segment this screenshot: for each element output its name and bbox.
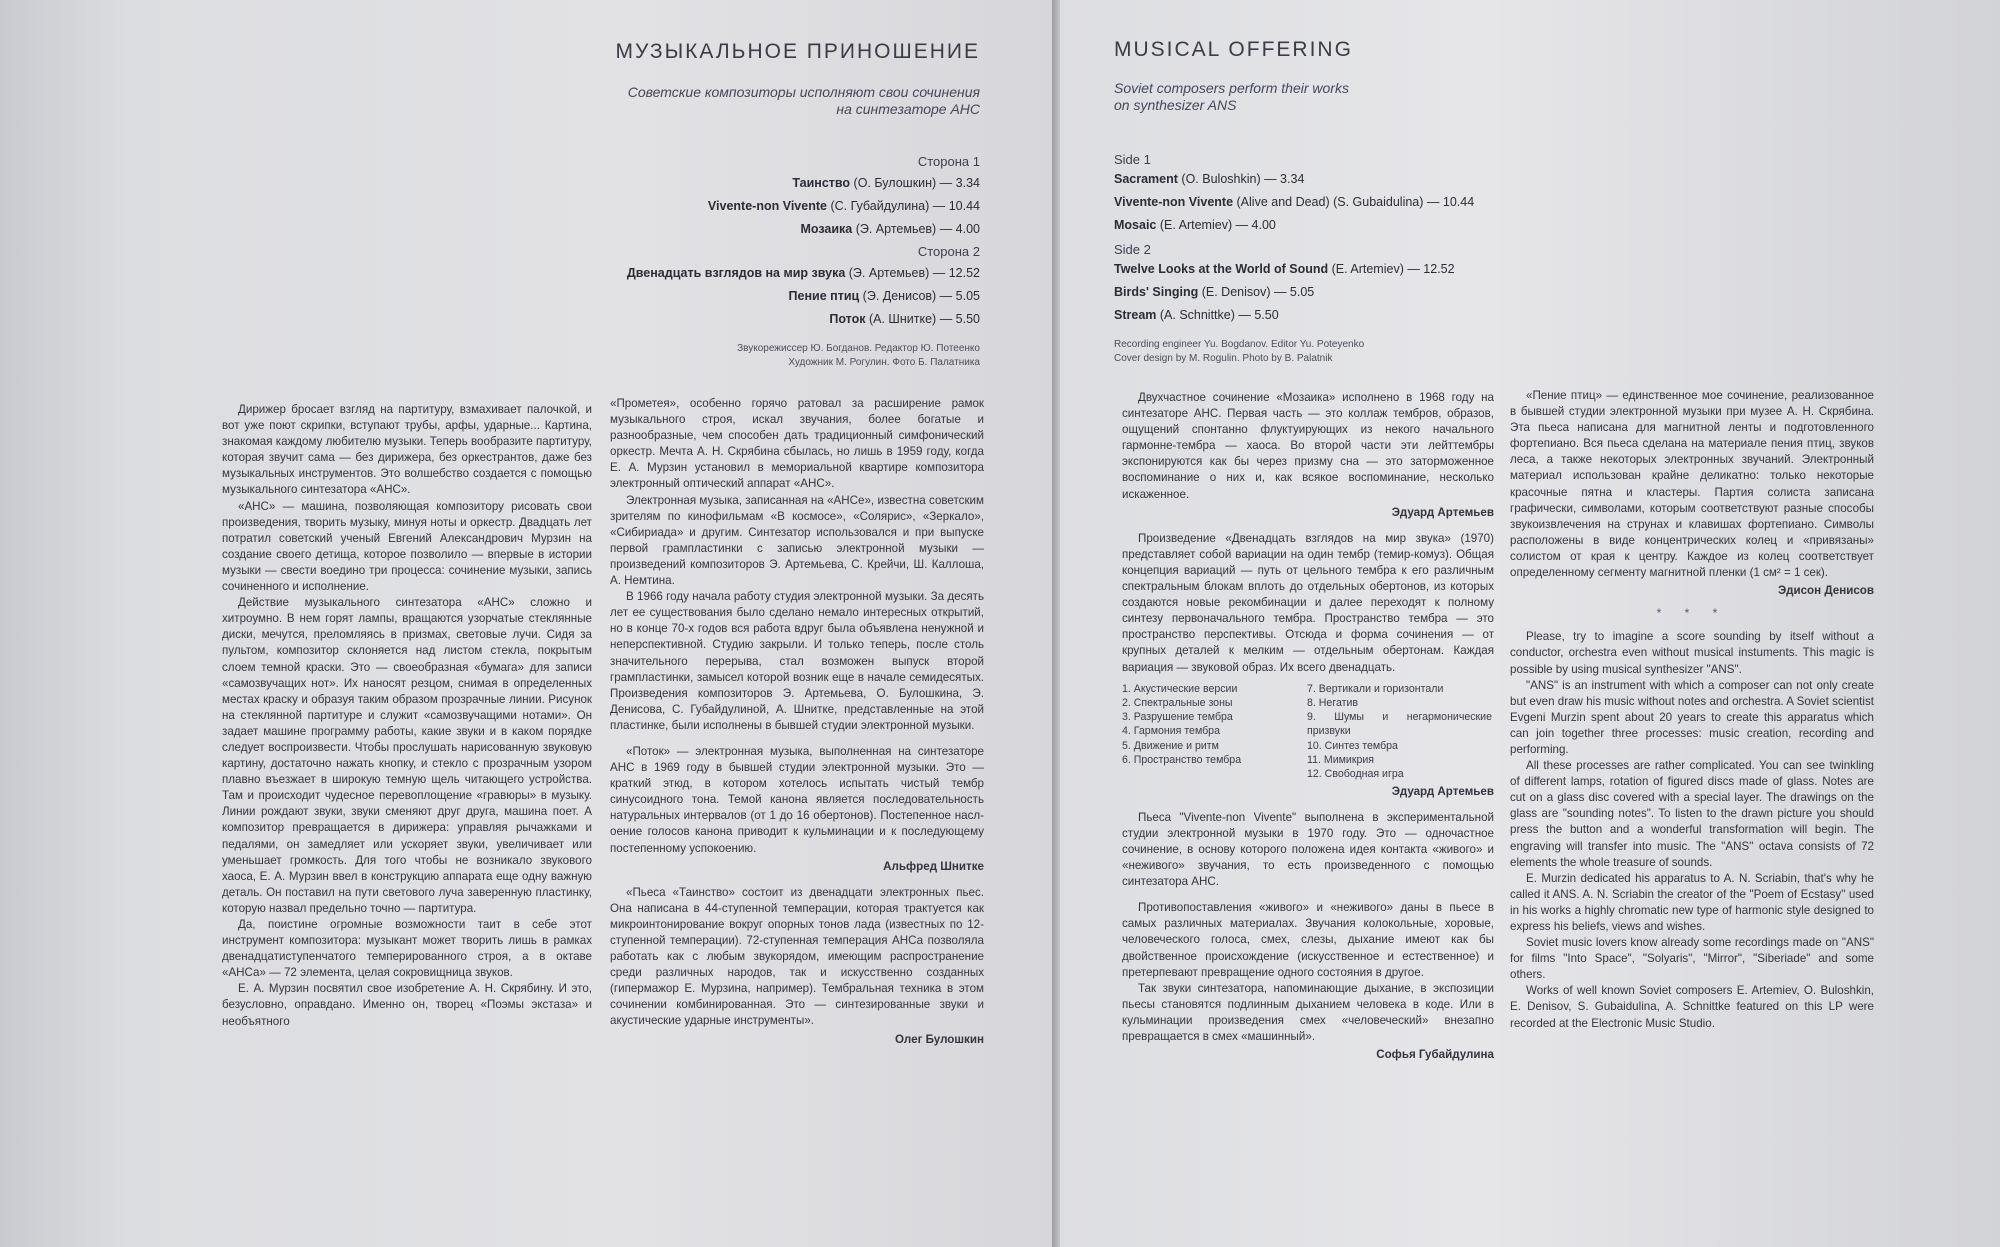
track-title: Мозаика: [800, 222, 853, 236]
track-title: Vivente-non Vivente: [1114, 195, 1234, 209]
credits-en: [1114, 338, 1614, 366]
article-column-3: [1122, 390, 1494, 1063]
track-title: Stream: [1114, 308, 1157, 322]
side1-tracklist-ru: [480, 172, 980, 241]
paragraph: «Прометея», особенно горячо ратовал за расширение рамок музыкального строя, искал звучания, более богатые и разнообразные, чем способен дать традиционный симфонический оркестр. Мечта А. Н. Скрябина сбылась, но лишь в 1959 году, когда Е. А. Мурзин установил в мемориальной квартире композитора электронный оптический аппарат «АНС».: [610, 397, 984, 491]
track-title: Таинство: [792, 176, 851, 190]
paragraph-en: "ANS" is an instrument with which a composer can not only create but even draw his music without notes and orchestra. A Soviet scientist Evgeni Murzin spent about 20 years to create this apparatus which can join together three processes: music creation, recording and performing.: [1510, 678, 1874, 756]
list-item: 9. Шумы и негармонические призвуки: [1307, 711, 1492, 738]
page-gutter: [1052, 0, 1060, 1247]
paragraph: В 1966 году начала работу студия электронной музыки. За десять лет ее существования было сделано немало интересных открытий, но в конце 70-х годов вся работа вдруг была объявлена ненужной и неперспективной. Студию закрыли. И только теперь, после столь значительного перерыва, стал возможен выпуск второй грампластинки, замысел которой возник еще в начале семидесятых. Произведения композиторов Э. Артемьева, О. Булошкина, Э. Денисова, С. Губайдулиной, А. Шнитке, представленные на этой пластинке, были исполнены в бывшей студии электронной музыки.: [610, 590, 984, 732]
subtitle-ru: [480, 84, 980, 118]
track-ru: [480, 308, 980, 331]
credits-en-line2: Cover design by M. Rogulin. Photo by B. Palatnik: [1114, 353, 1333, 364]
list-item: 2. Спектральные зоны: [1122, 696, 1233, 709]
track-ru: [480, 262, 980, 285]
side1-label-en: Side 1: [1114, 152, 1151, 167]
track-composer: (Alive and Dead) (S. Gubaidulina) — 10.44: [1236, 195, 1475, 209]
list-item: 5. Движение и ритм: [1122, 739, 1219, 752]
paragraph: Действие музыкального синтезатора «АНС» сложно и хитроумно. В нем горят лампы, вращаются узорчатые стеклянные диски, мечутся, преломляясь в призмах, световые лучи. Сидя за пультом, композитор склоняется над листом стекла, покрытым слоем темной краски. Это — своеобразная «бумага» для записи «самозвучащих нот». Их наносят резцом, снимая в определенных местах краску и образуя таким образом прозрачные линии. Рисунок на стеклянной партитуре и служит «самозвучащими нотами». Он задает машине программу работы, какие звуки и в каком порядке следует воспроизвести. Чтобы прослушать нарисованную звуковую картину, достаточно нажать кнопку, и стекло с прозрачным узором плавно въезжает в широкую темную щель читающего устройства. Там и происходит чудесное перевоплощение «гравюры» в музыку. Линии рождают звуки, звуки сменяют друг друга, машина поет. А композитор превращается в дирижера: управляя рычажками и педалями, он замедляет или ускоряет звуки, увеличивает или уменьшает громкость. Для того чтобы не возникало звукового хаоса, Е. А. Мурзин ввел в конструкцию аппарата еще одну важную деталь. Он поставил на пути светового луча заверенную пластинку, которую назвал предельно точно — партитура.: [222, 596, 592, 915]
subtitle-en: [1114, 80, 1614, 114]
paragraph-en: Please, try to imagine a score sounding by itself without a conductor, orchestra even without musical instuments. This magic is possible by using musical synthesizer "ANS".: [1510, 630, 1874, 676]
paragraph-en: All these processes are rather complicated. You can see twinkling of different lamps, rotation of figured discs made of glass. Notes are cut on a glass disc covered with a special layer. The drawings on the glass are "sounding notes". To listen to the drawn picture you should press the button and a wonderful transformation will begin. The engraving will transfer into music. The "ANS" octava consists of 72 elements the whole treasure of sounds.: [1510, 759, 1874, 869]
track-composer: (E. Artemiev) — 12.52: [1331, 262, 1455, 276]
side2-label-en: Side 2: [1114, 242, 1151, 257]
list-item: 8. Негатив: [1307, 696, 1359, 709]
paragraph: Да, поистине огромные возможности таит в себе этот инструмент композитора: музыкант может творить лишь в рамках двенадцатиступенчатого темперированного строя, а в октаве «АНСа» — 72 элемента, целая сокровищница звуков.: [222, 918, 592, 980]
paragraph-en: Soviet music lovers know already some recordings made on "ANS" for films "Into Space", "Solyaris", "Mirror", "Siberiade" and some others.: [1510, 936, 1874, 982]
variations-list: [1122, 682, 1494, 782]
variations-list-left: [1122, 682, 1307, 782]
paragraph: «Поток» — электронная музыка, выполненная на синтезаторе АНС в 1969 году в бывшей студии электронной музыки. Это — краткий этюд, в котором хотелось испытать чистый тембр синусоидного тона. Темой канона является последовательность натуральных интервалов (от 1 до 16 обертонов). Постепенное наслоение голосов канона приводит к кульминации и к последующему постепенному успокоению.: [610, 744, 984, 855]
credits-ru-line2: Художник М. Рогулин. Фото Б. Палатника: [788, 357, 980, 368]
credits-ru: [580, 342, 980, 370]
author-signature: Эдисон Денисов: [1778, 584, 1874, 598]
track-composer: (E. Artemiev) — 4.00: [1159, 218, 1276, 232]
track-title: Mosaic: [1114, 218, 1157, 232]
track-composer: (А. Шнитке) — 5.50: [868, 312, 980, 326]
track-title: Twelve Looks at the World of Sound: [1114, 262, 1329, 276]
article-column-1: [222, 402, 592, 1030]
track-en: [1114, 214, 1674, 237]
paragraph: Пьеса "Vivente-non Vivente" выполнена в экспериментальной студии электронной музыки в 1970 году. Это — одночастное сочинение, в основу которого положена идея контакта «живого» и «неживого» звучания, то есть произведенного с помощью синтезатора АНС.: [1122, 810, 1494, 889]
paragraph: Е. А. Мурзин посвятил свое изобретение А. Н. Скрябину. И это, безусловно, оправдано. Именно он, творец «Поэмы экстаза» и необъятного: [222, 982, 592, 1028]
side1-label-ru: Сторона 1: [917, 154, 980, 169]
list-item: 3. Разрушение тембра: [1122, 711, 1233, 724]
list-item: 1. Акустические версии: [1122, 682, 1238, 695]
page-title-en: MUSICAL OFFERING: [1114, 38, 1353, 61]
track-composer: (С. Губайдулина) — 10.44: [830, 199, 980, 213]
paragraph-en: E. Murzin dedicated his apparatus to A. N. Scriabin, that's why he called it ANS. A. N. Scriabin the creator of the "Poem of Ecstasy" used in his works a highly chromatic new type of harmonic style designed to express his beliefs, views and wishes.: [1510, 871, 1874, 933]
paragraph: Двухчастное сочинение «Мозаика» исполнено в 1968 году на синтезаторе АНС. Первая часть — это коллаж тембров, образов, ощущений спонтанно флуктуирующих из некого начального гармонне-тембра — хаоса. Во второй части эти лейттембры экспонируются как бы через призму сна — это заторможенное воспоминание о них и, как всякое воспоминание, несколько искаженное.: [1122, 391, 1494, 501]
paragraph: Противопоставления «живого» и «неживого» даны в пьесе в самых различных материалах. Звучания колокольные, хоровые, человеческого голоса, смех, слезы, дыхание имеют как бы двойственное происхождение (искусственное и естественное) и претерпевают превращение одного состояния в другое.: [1122, 901, 1494, 979]
track-composer: (O. Buloshkin) — 3.34: [1181, 172, 1305, 186]
side2-tracklist-en: [1114, 258, 1674, 327]
page-title-ru: МУЗЫКАЛЬНОЕ ПРИНОШЕНИЕ: [615, 40, 980, 63]
list-item: 4. Гармония тембра: [1122, 725, 1220, 738]
track-ru: [480, 285, 980, 308]
paragraph: «Пение птиц» — единственное мое сочинение, реализованное в бывшей студии электронной музыки при музее А. Н. Скрябина. Эта пьеса написана для магнитной ленты и подготовленного фортепиано. Вся пьеса сделана на материале пения птиц, звуков леса, а также некоторых электронных звучаний. Электронный материал использован крайне деликатно: только некоторые красочные пятна и кластеры. Партия солиста записана графически, символами, которым соответствуют разные способы звукоизвлечения на струнах и клавишах фортепиано. Символы расположены в виде концентрических колец и «привязаны» солистом от края к центру. Каждое из колец соответствует определенному сегменту магнитной пленки (1 см² = 1 сек).: [1510, 389, 1874, 580]
track-title: Sacrament: [1114, 172, 1178, 186]
subtitle-en-line2: on synthesizer ANS: [1114, 97, 1237, 113]
author-signature: Эдуард Артемьев: [1391, 505, 1494, 519]
track-composer: (A. Schnittke) — 5.50: [1159, 308, 1279, 322]
author-signature: Эдуард Артемьев: [1391, 784, 1494, 798]
side2-tracklist-ru: [480, 262, 980, 331]
track-title: Vivente-non Vivente: [707, 199, 827, 213]
author-signature: Софья Губайдулина: [1376, 1048, 1494, 1062]
side1-tracklist-en: [1114, 168, 1674, 237]
track-composer: (Э. Артемьев) — 4.00: [855, 222, 980, 236]
subtitle-ru-line2: на синтезаторе АНС: [836, 101, 980, 117]
subtitle-en-line1: Soviet composers perform their works: [1114, 80, 1349, 96]
paragraph: Так звуки синтезатора, напоминающие дыхание, в экспозиции пьесы становятся подлинным дыханием человека в коде. Или в кульминации произведения смех «человеческий» внезапно превращается в смех «машинный».: [1122, 981, 1494, 1043]
variations-list-right: [1307, 682, 1492, 782]
author-signature: Олег Булошкин: [895, 1032, 984, 1046]
credits-en-line1: Recording engineer Yu. Bogdanov. Editor Yu. Poteyenko: [1114, 339, 1365, 350]
side2-label-ru: Сторона 2: [917, 244, 980, 259]
paragraph: Произведение «Двенадцать взглядов на мир звука» (1970) представляет собой вариации на один тембр (темир-комуз). Общая концепция вариаций — путь от цельного тембра к его различным спектральным блокам вплоть до отдельных обертонов, из которых создаются новые рекомбинации и далее переходят к полному синтезу первоначального тембра. Пространство тембра — это пространство перспективы. Отсюда и форма сочинения — от крупных деталей к мелким — отдельным обертонам. Каждая вариация — звуковой образ. Их всего двенадцать.: [1122, 531, 1494, 674]
list-item: 11. Мимикрия: [1307, 754, 1375, 767]
track-composer: (E. Denisov) — 5.05: [1201, 285, 1315, 299]
paragraph: «Пьеса «Таинство» состоит из двенадцати электронных пьес. Она написана в 44-ступенной темперации, которая трактуется как микроинтонирование вокруг опорных тонов лада (известных по 12-ступенной темперации). 72-ступенная темперация АНСа позволяла работать как с любым звукорядом, имеющим распространение среди различных народов, так и искусственно созданных (гипермажор Е. Мурзина, например). Тембральная техника в этом сочинении комбинированная. Это — синтезированные звуки и акустические ударные инструменты».: [610, 885, 984, 1028]
track-en: [1114, 168, 1674, 191]
track-title: Birds' Singing: [1114, 285, 1199, 299]
paragraph: Электронная музыка, записанная на «АНСе», известна советским зрителям по кинофильмам «В космосе», «Солярис», «Зеркало», «Сибириада» и другим. Синтезатор использовался и при выпуске первой грампластинки с записью электронной музыки — произведений композиторов Э. Артемьева, С. Крейчи, Ш. Каллоша, А. Немтина.: [610, 493, 984, 588]
section-divider: * * *: [1656, 606, 1728, 621]
article-column-2: [610, 396, 984, 1048]
paragraph: Дирижер бросает взгляд на партитуру, взмахивает палочкой, и вот уже поют скрипки, вступают трубы, арфы, ударные... Картина, знакомая каждому любителю музыки. Теперь вообразите партитуру, которая звучит сама — без дирижера, без оркестрантов, даже без музыкальных инструментов. Это волшебство создается с помощью музыкального синтезатора «АНС».: [222, 403, 592, 497]
paragraph-en: Works of well known Soviet composers E. Artemiev, O. Buloshkin, E. Denisov, S. Gubaidulina, A. Schnittke featured on this LP were recorded at the Electronic Music Studio.: [1510, 984, 1874, 1030]
track-title: Поток: [829, 312, 866, 326]
list-item: 12. Свободная игра: [1307, 768, 1404, 781]
track-title: Двенадцать взглядов на мир звука: [626, 266, 846, 280]
track-title: Пение птиц: [788, 289, 860, 303]
track-ru: [480, 172, 980, 195]
track-ru: [480, 218, 980, 241]
track-en: [1114, 191, 1674, 214]
list-item: 6. Пространство тембра: [1122, 754, 1242, 767]
track-composer: (О. Булошкин) — 3.34: [853, 176, 980, 190]
track-composer: (Э. Артемьев) — 12.52: [848, 266, 980, 280]
author-signature: Альфред Шнитке: [883, 859, 984, 873]
paragraph: «АНС» — машина, позволяющая композитору рисовать свои произведения, творить музыку, минуя ноты и оркестр. Двадцать лет потратил советский ученый Евгений Александрович Мурзин на создание своего детища, которое позволило — впервые в истории музыки — свести воедино три процесса: сочинение музыки, запись сочиненного и исполнение.: [222, 499, 592, 594]
track-ru: [480, 195, 980, 218]
track-composer: (Э. Денисов) — 5.05: [862, 289, 980, 303]
track-en: [1114, 281, 1674, 304]
list-item: 10. Синтез тембра: [1307, 739, 1398, 752]
credits-ru-line1: Звукорежиссер Ю. Богданов. Редактор Ю. Потеенко: [737, 343, 980, 354]
list-item: 7. Вертикали и горизонтали: [1307, 682, 1444, 695]
track-en: [1114, 304, 1674, 327]
subtitle-ru-line1: Советские композиторы исполняют свои сочинения: [627, 84, 980, 100]
track-en: [1114, 258, 1674, 281]
article-column-4: [1510, 388, 1874, 1032]
